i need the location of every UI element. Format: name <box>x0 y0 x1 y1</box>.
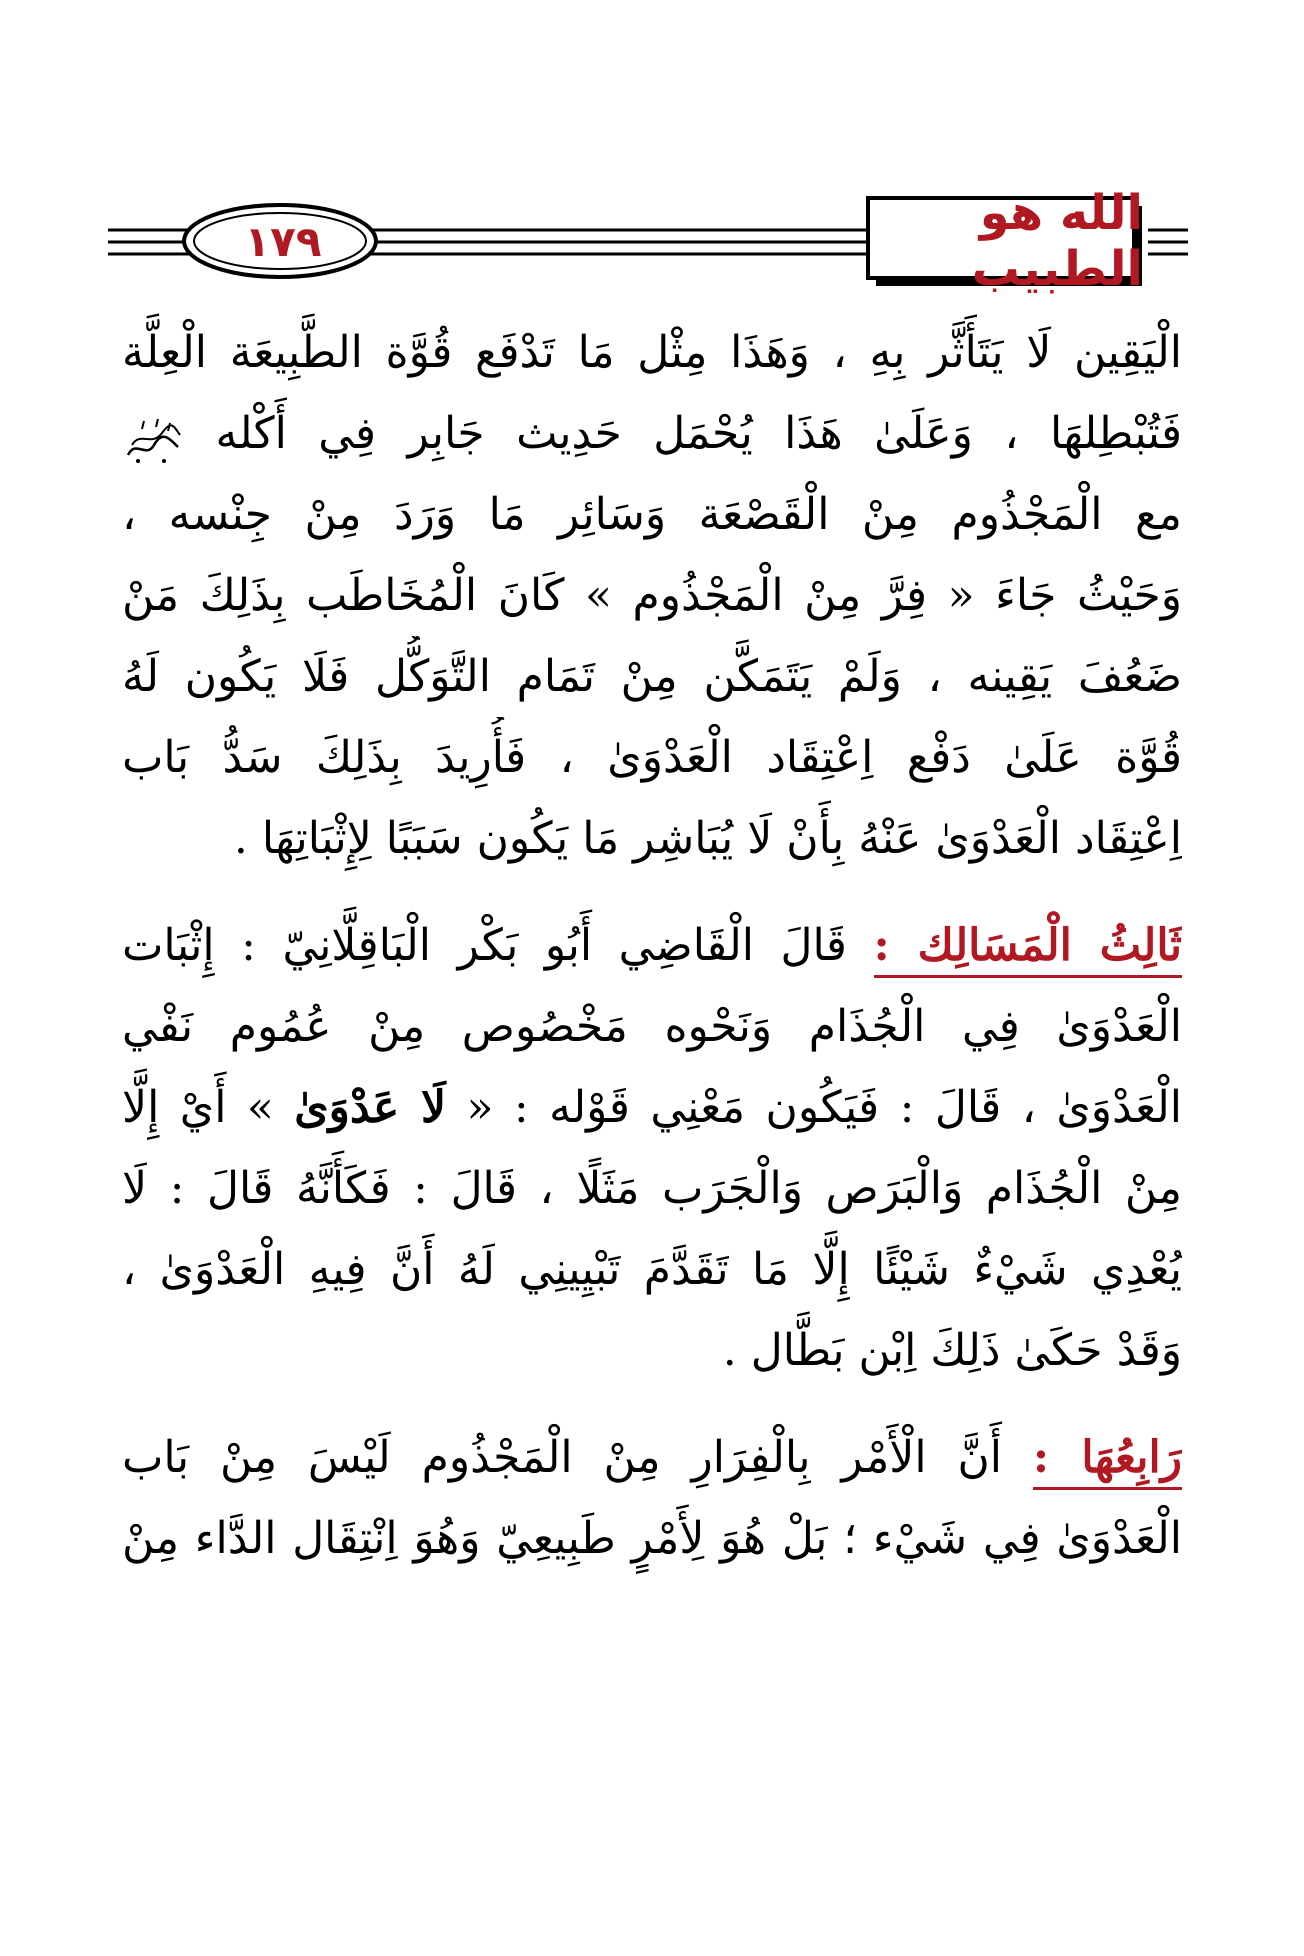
text-line: الْعَدْوَىٰ فِي شَيْء ؛ بَلْ هُوَ لِأَمْرٍ طَبِيعِيّ وَهُوَ اِنْتِقَال الدَّاء مِنْ <box>122 1513 1182 1564</box>
paragraph-spacer <box>122 1391 1182 1417</box>
section-heading: ثَالِثُ الْمَسَالِك : <box>874 920 1182 978</box>
text-line-content: أَنَّ الْأَمْر بِالْفِرَارِ مِنْ الْمَجْذُوم لَيْسَ مِنْ بَاب <box>122 1432 1033 1483</box>
text-line-content: قَالَ الْقَاضِي أَبُو بَكْر الْبَاقِلَّانِيّ : إِثْبَات <box>122 920 874 971</box>
text-line-content: » أَيْ إِلَّا <box>122 1082 295 1133</box>
text-line-content: الْعَدْوَىٰ ، قَالَ : فَيَكُون مَعْنِي قَوْله : « <box>446 1082 1182 1133</box>
text-line: ضَعُفَ يَقِينه ، وَلَمْ يَتَمَكَّن مِنْ تَمَام التَّوَكُّل فَلَا يَكُون لَهُ <box>122 651 1182 702</box>
paragraph-1 <box>122 312 1182 879</box>
text-line: الْعَدْوَىٰ فِي الْجُذَام وَنَحْوه مَخْصُوص مِنْ عُمُوم نَفْي <box>122 1001 1182 1052</box>
page-header <box>108 185 1188 297</box>
text-line: وَحَيْثُ جَاءَ « فِرَّ مِنْ الْمَجْذُوم » كَانَ الْمُخَاطَب بِذَلِكَ مَنْ <box>122 570 1182 621</box>
text-line: قُوَّة عَلَىٰ دَفْع اِعْتِقَاد الْعَدْوَىٰ ، فَأُرِيدَ بِذَلِكَ سَدُّ بَاب <box>122 732 1182 783</box>
main-text <box>122 312 1182 1579</box>
text-line: الْيَقِين لَا يَتَأَثَّر بِهِ ، وَهَذَا مِثْل مَا تَدْفَع قُوَّة الطَّبِيعَة الْعِلَّة <box>122 327 1182 378</box>
page-number: ١٧٩ <box>244 216 322 266</box>
paragraph-3 <box>122 1417 1182 1579</box>
text-line-content: فَتُبْطِلهَا ، وَعَلَىٰ هَذَا يُحْمَل حَدِيث جَابِر فِي أَكْله <box>215 408 1182 459</box>
text-line: مِنْ الْجُذَام وَالْبَرَص وَالْجَرَب مَثَلًا ، قَالَ : فَكَأَنَّهُ قَالَ : لَا <box>122 1163 1182 1214</box>
paragraph-spacer <box>122 879 1182 905</box>
text-line: وَقَدْ حَكَىٰ ذَلِكَ اِبْن بَطَّال . <box>722 1325 1182 1376</box>
quoted-phrase: لَا عَدْوَىٰ <box>294 1082 447 1133</box>
text-line: اِعْتِقَاد الْعَدْوَىٰ عَنْهُ بِأَنْ لَا يُبَاشِر مَا يَكُون سَبَبًا لِإِثْبَاتِهَا . <box>233 813 1182 864</box>
text-line: مع الْمَجْذُوم مِنْ الْقَصْعَة وَسَائِر مَا وَرَدَ مِنْ جِنْسه ، <box>122 489 1182 540</box>
text-line: يُعْدِي شَيْءٌ شَيْئًا إِلَّا مَا تَقَدَّمَ تَبْيِينِي لَهُ أَنَّ فِيهِ الْعَدْوَىٰ ، <box>122 1244 1182 1295</box>
paragraph-2 <box>122 905 1182 1391</box>
text-line <box>122 905 1182 986</box>
honorific-calligraphy-icon <box>122 412 184 462</box>
running-title: الله هو الطبيب <box>971 185 1143 297</box>
text-line <box>122 393 1182 474</box>
text-line <box>122 1067 1182 1148</box>
section-heading: رَابِعُهَا : <box>1033 1432 1182 1490</box>
text-line <box>122 1417 1182 1498</box>
